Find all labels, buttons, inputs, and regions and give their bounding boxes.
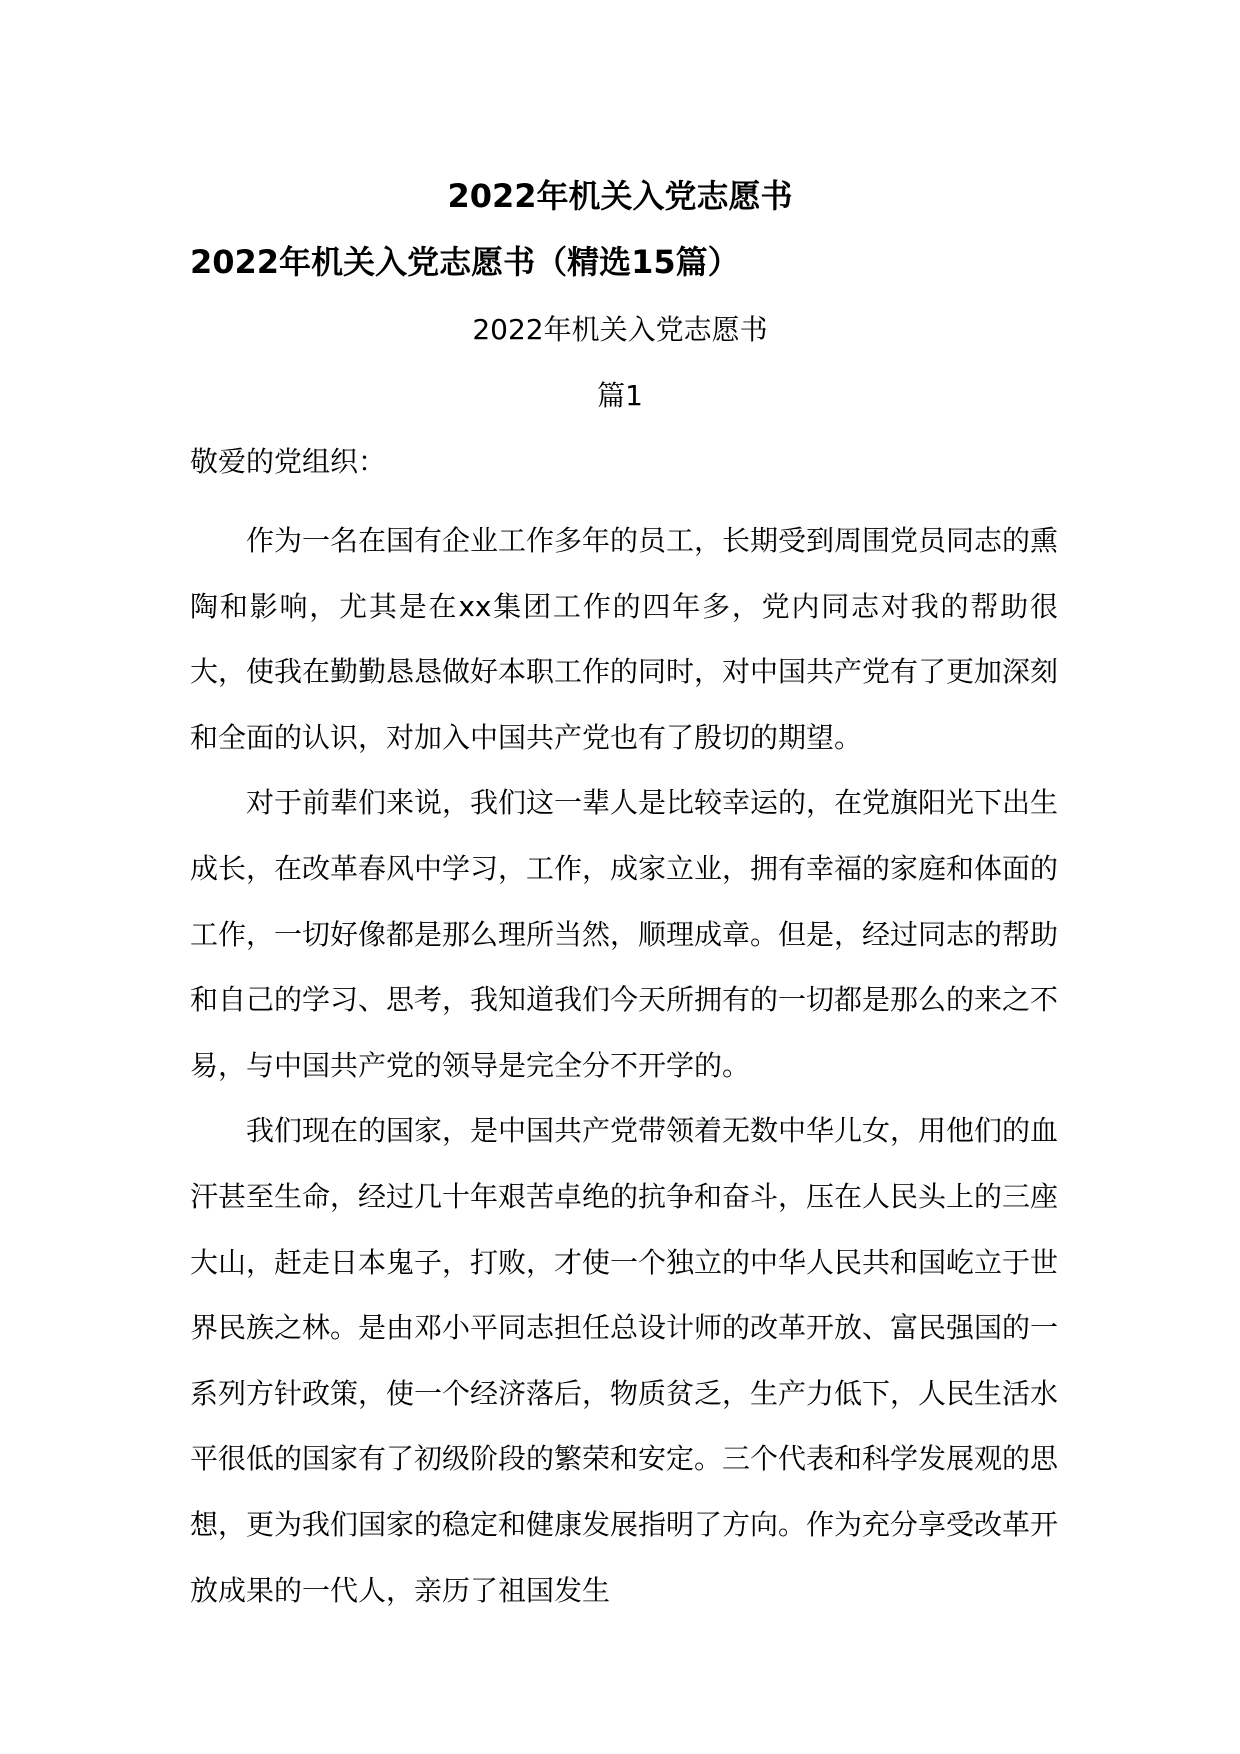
document-body (190, 508, 1058, 1623)
document-subtitle: 2022年机关入党志愿书（精选15篇） (190, 243, 740, 281)
chapter-label: 篇1 (597, 379, 643, 412)
document-title: 2022年机关入党志愿书 (447, 177, 793, 215)
paragraph: 对于前辈们来说，我们这一辈人是比较幸运的，在党旗阳光下出生成长，在改革春风中学习，工作，成家立业，拥有幸福的家庭和体面的工作，一切好像都是那么理所当然，顺理成章。但是，经过同志的帮助和自己的学习、思考，我知道我们今天所拥有的一切都是那么的来之不易，与中国共产党的领导是完全分不开学的。 (190, 786, 1059, 1082)
paragraph: 作为一名在国有企业工作多年的员工，长期受到周围党员同志的熏陶和影响，尤其是在xx集团工作的四年多，党内同志对我的帮助很大，使我在勤勤恳恳做好本职工作的同时，对中国共产党有了更加深刻和全面的认识，对加入中国共产党也有了殷切的期望。 (190, 524, 1059, 754)
salutation: 敬爱的党组织： (190, 445, 387, 478)
section-heading: 2022年机关入党志愿书 (472, 313, 768, 346)
paragraph: 我们现在的国家，是中国共产党带领着无数中华儿女，用他们的血汗甚至生命，经过几十年艰苦卓绝的抗争和奋斗，压在人民头上的三座大山，赶走日本鬼子，打败，才使一个独立的中华人民共和国屹立于世界民族之林。是由邓小平同志担任总设计师的改革开放、富民强国的一系列方针政策，使一个经济落后，物质贫乏，生产力低下，人民生活水平很低的国家有了初级阶段的繁荣和安定。三个代表和科学发展观的思想，更为我们国家的稳定和健康发展指明了方向。作为充分享受改革开放成果的一代人，亲历了祖国发生 (190, 1114, 1059, 1607)
